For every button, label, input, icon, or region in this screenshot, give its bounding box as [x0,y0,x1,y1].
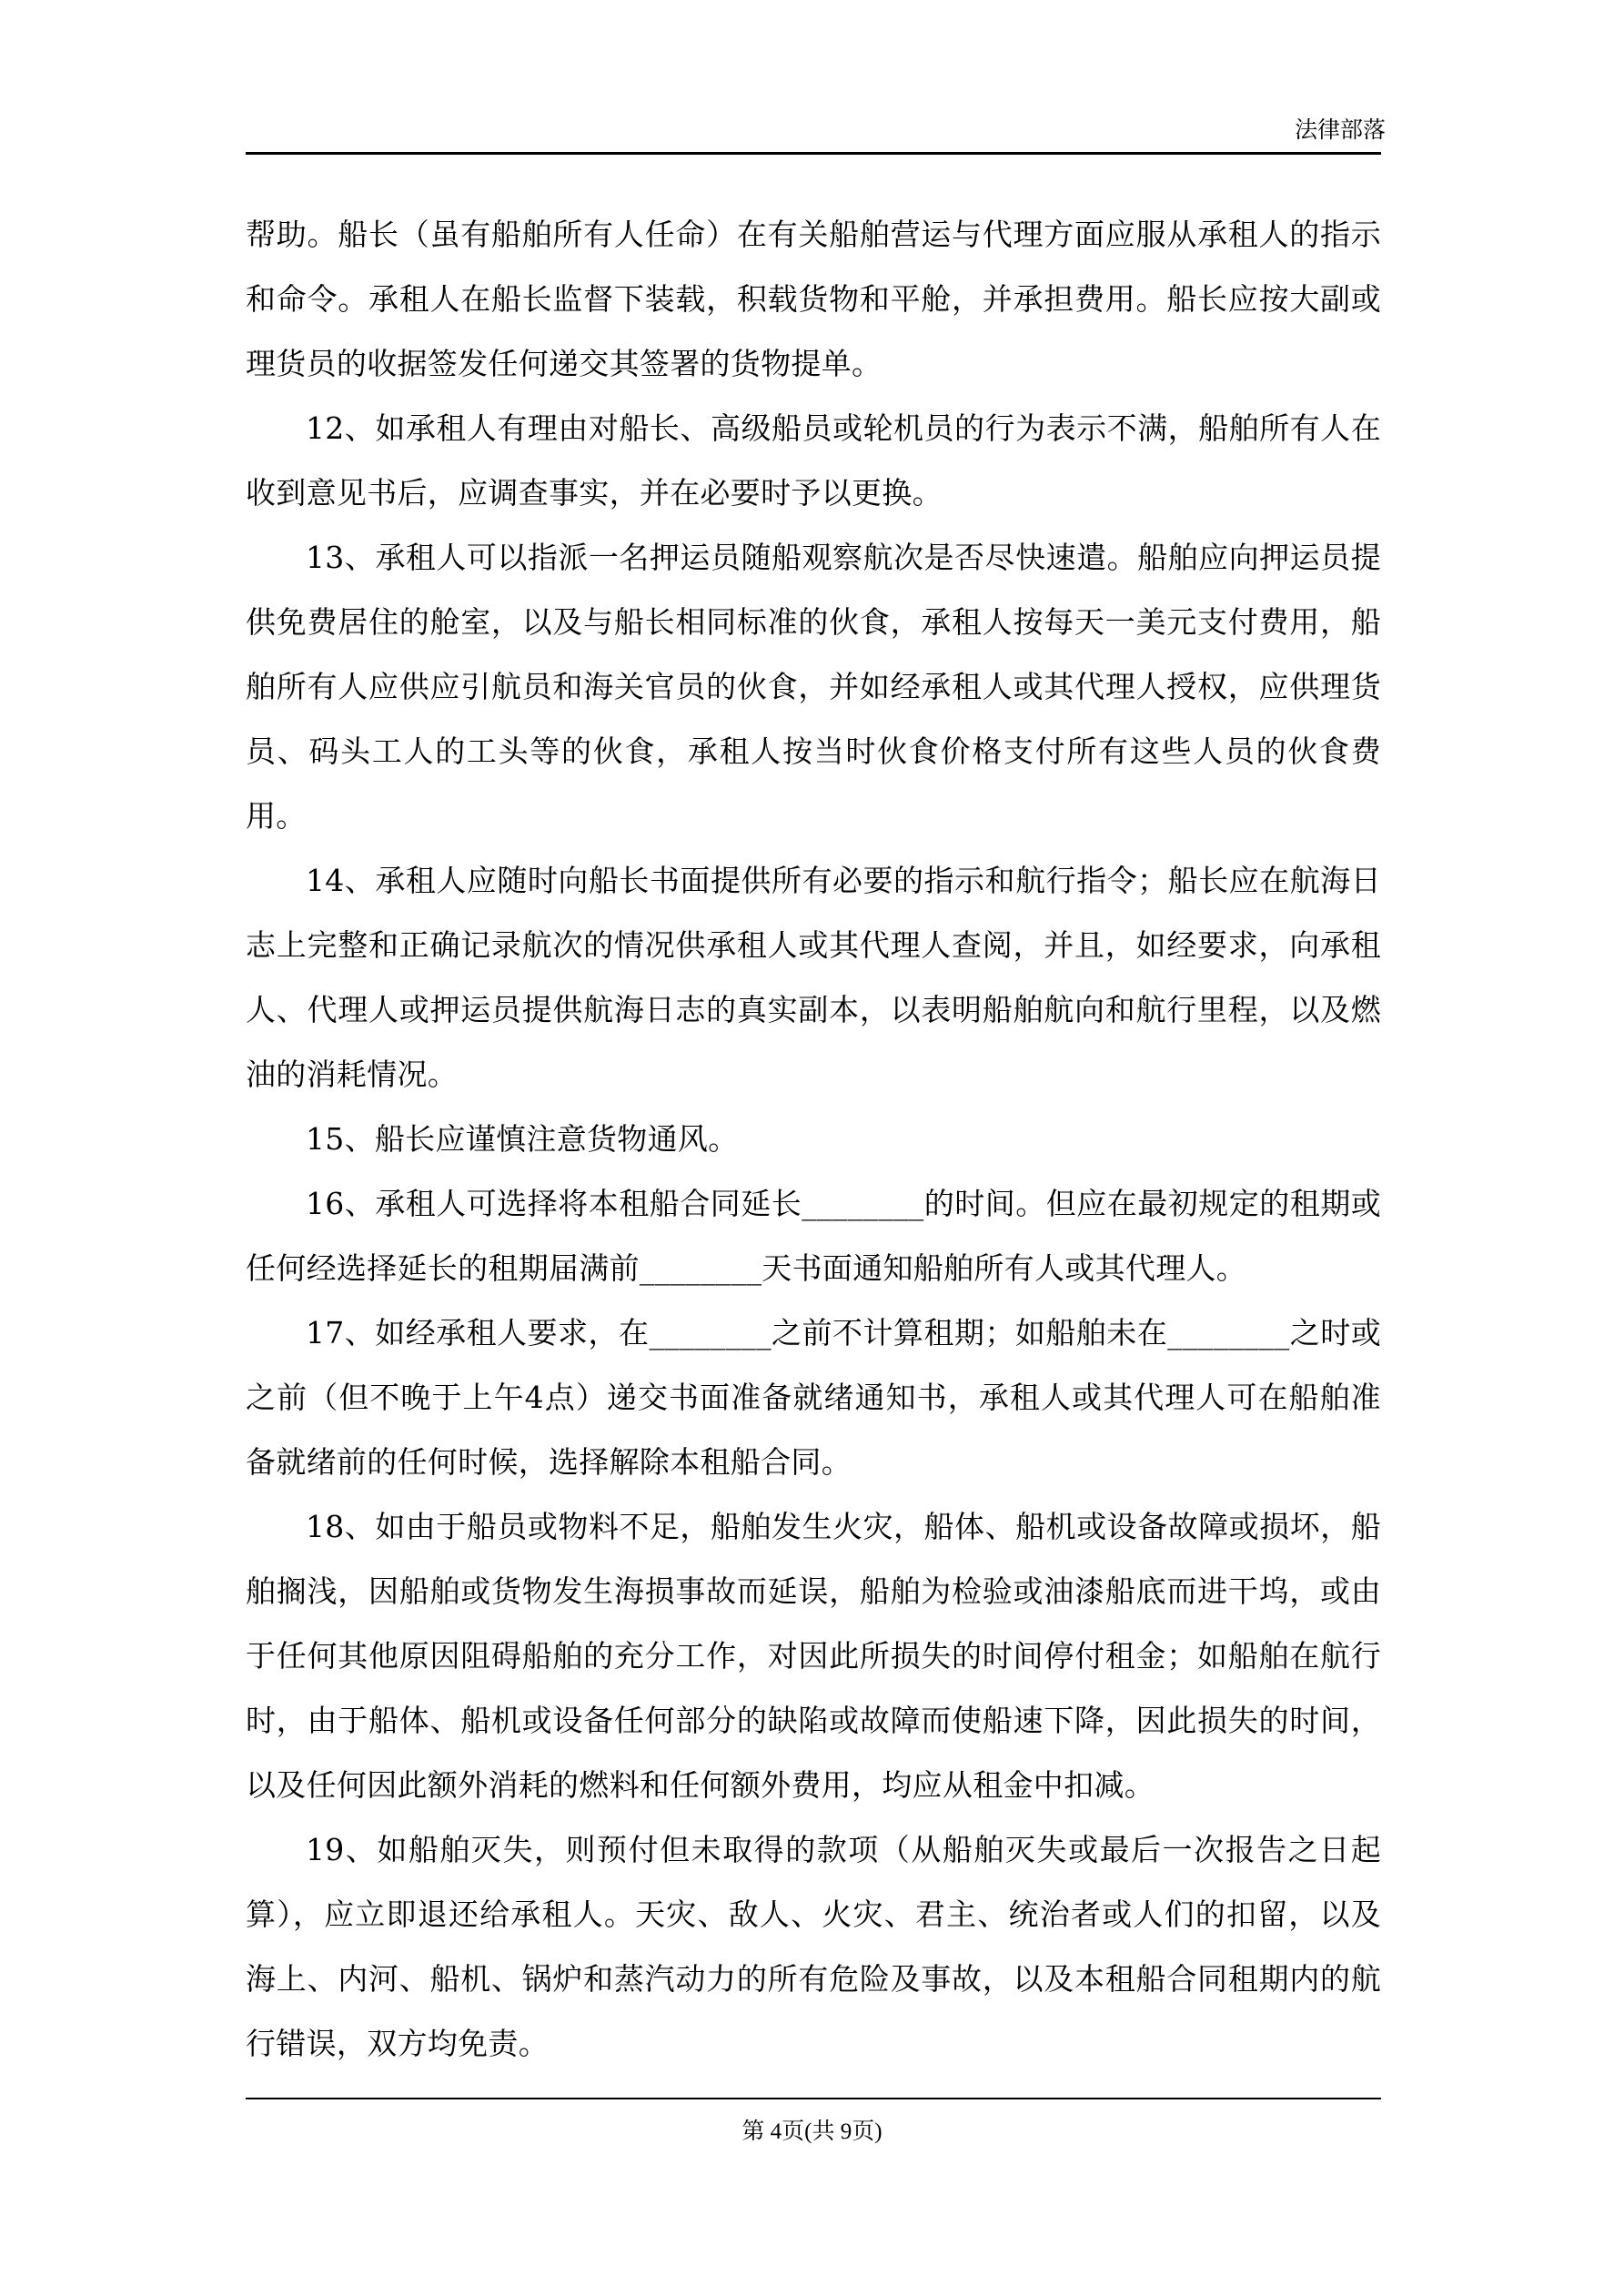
paragraph-clause-19: 19、如船舶灭失，则预付但未取得的款项（从船舶灭失或最后一次报告之日起算），应立即退还给承租人。天灾、敌人、火灾、君主、统治者或人们的扣留，以及海上、内河、船机、锅炉和蒸汽动力的所有危险及事故，以及本租船合同租期内的航行错误，双方均免责。 [246,1832,1381,2061]
paragraph-clause-18: 18、如由于船员或物料不足，船舶发生火灾，船体、船机或设备故障或损坏，船舶搁浅，因船舶或货物发生海损事故而延误，船舶为检验或油漆船底而进干坞，或由于任何其他原因阻碍船舶的充分工作，对因此所损失的时间停付租金；如船舶在航行时，由于船体、船机或设备任何部分的缺陷或故障而使船速下降，因此损失的时间，以及任何因此额外消耗的燃料和任何额外费用，均应从租金中扣减。 [246,1509,1381,1803]
paragraph-clause-17: 17、如经承租人要求，在________之前不计算租期；如船舶未在________之时或之前（但不晚于上午4点）递交书面准备就绪通知书，承租人或其代理人可在船舶准备就绪前的任何时候，选择解除本租船合同。 [246,1315,1381,1480]
paragraph-clause-15: 15、船长应谨慎注意货物通风。 [306,1121,739,1157]
paragraph-clause-16: 16、承租人可选择将本租船合同延长________的时间。但应在最初规定的租期或任何经选择延长的租期届满前________天书面通知船舶所有人或其代理人。 [246,1186,1381,1286]
header-title: 法律部落 [1294,116,1386,143]
document-body [246,202,1381,2076]
page-number: 第 4页(共 9页) [741,2119,883,2144]
paragraph-clause-14: 14、承租人应随时向船长书面提供所有必要的指示和航行指令；船长应在航海日志上完整和正确记录航次的情况供承租人或其代理人查阅，并且，如经要求，向承租人、代理人或押运员提供航海日志的真实副本，以表明船舶航向和航行里程，以及燃油的消耗情况。 [246,863,1381,1092]
paragraph-clause-13: 13、承租人可以指派一名押运员随船观察航次是否尽快速遣。船舶应向押运员提供免费居住的舱室，以及与船长相同标准的伙食，承租人按每天一美元支付费用，船舶所有人应供应引航员和海关官员的伙食，并如经承租人或其代理人授权，应供理货员、码头工人的工头等的伙食，承租人按当时伙食价格支付所有这些人员的伙食费用。 [246,540,1381,834]
header-divider [246,152,1381,155]
paragraph-clause-12: 12、如承租人有理由对船长、高级船员或轮机员的行为表示不满，船舶所有人在收到意见书后，应调查事实，并在必要时予以更换。 [246,410,1381,511]
footer-divider [246,2098,1381,2099]
paragraph-continuation: 帮助。船长（虽有船舶所有人任命）在有关船舶营运与代理方面应服从承租人的指示和命令。承租人在船长监督下装载，积载货物和平舱，并承担费用。船长应按大副或理货员的收据签发任何递交其签署的货物提单。 [246,217,1381,381]
